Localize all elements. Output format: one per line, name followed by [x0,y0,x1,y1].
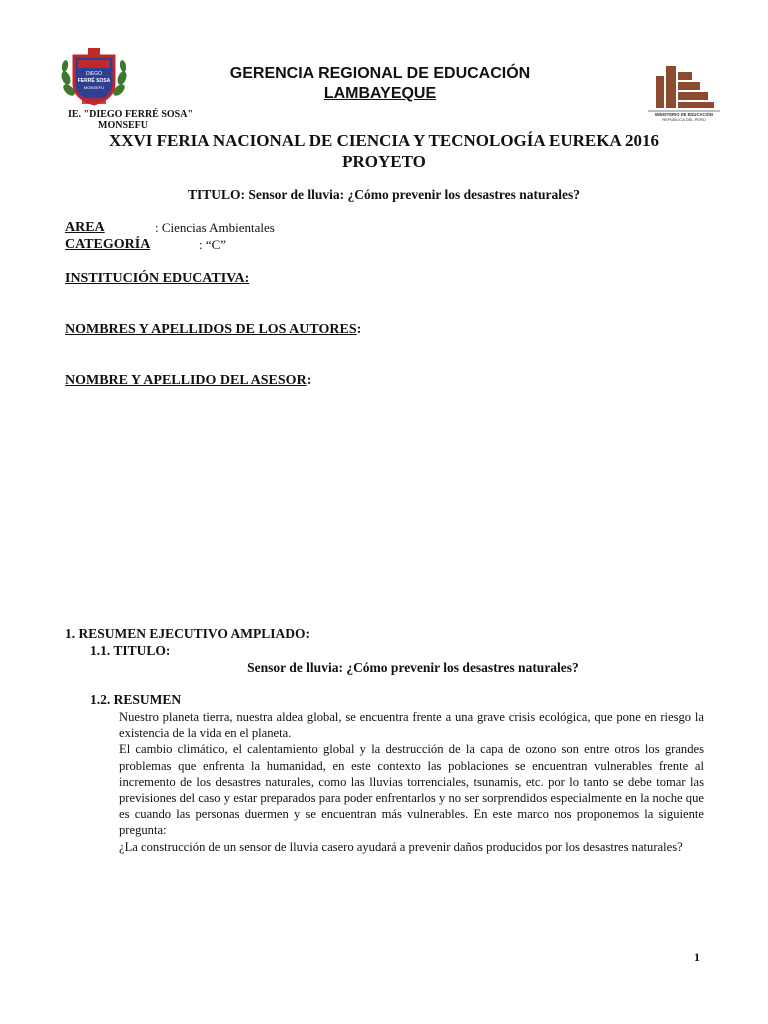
crest-text-1: DIEGO [85,71,103,77]
minedu-logo [646,62,722,124]
categoria-row [65,237,227,253]
project-title-line: TITULO: Sensor de lluvia: ¿Cómo prevenir los desastres naturales? [187,187,581,202]
crest-text-3: MONSEFU [84,85,104,90]
school-name-line1: IE. "DIEGO FERRÉ SOSA" [68,109,194,120]
autores-row [65,322,361,338]
resumen-paragraph-3: ¿La construcción de un sensor de lluvia casero ayudará a prevenir daños producidos por los desastres naturales? [119,839,683,854]
section-1-2-heading: 1.2. RESUMEN [90,692,182,707]
minedu-text-2: REPÚBLICA DEL PERÚ [662,117,706,122]
categoria-label: CATEGORÍA [65,237,151,252]
minedu-text-1: MINISTERIO DE EDUCACIÓN [655,112,713,117]
autores-label: NOMBRES Y APELLIDOS DE LOS AUTORES [65,322,357,337]
resumen-paragraph-2: El cambio climático, el calentamiento global y la destrucción de la capa de ozono son entre otros los grandes problemas que enfrenta la humanidad, en este contexto las poblaciones se encuentran vulnerables frente al incremento de los desastres naturales, como las lluvias torrenciales, tsunamis, etc. por lo tanto se debe tomar las previsiones del caso y estar preparados para poder enfrentarlos y no ser sorprendidos especialmente en la noche que es cuando las personas duermen y se encuentran más vulnerables. En este marco nos proponemos la siguiente pregunta: [119,742,704,838]
school-name-line2: MONSEFU [98,120,148,131]
categoria-value: : “C” [199,237,227,252]
resumen-body [119,709,704,855]
feria-title: XXVI FERIA NACIONAL DE CIENCIA Y TECNOLOGÍA EUREKA 2016 [108,131,660,150]
section-1-1-title: Sensor de lluvia: ¿Cómo prevenir los desastres naturales? [247,660,579,675]
gerencia-line2: LAMBAYEQUE [323,85,437,102]
autores-colon: : [356,322,362,337]
crest-text-2: FERRÉ SOSA [77,78,111,84]
school-crest-logo [60,48,128,106]
area-label: AREA [65,220,105,235]
asesor-label: NOMBRE Y APELLIDO DEL ASESOR [65,373,307,388]
area-value: : Ciencias Ambientales [155,220,275,235]
section-1-1-heading: 1.1. TITULO: [90,643,171,658]
gerencia-heading [180,64,580,104]
area-row [65,220,275,236]
page-number: 1 [694,950,700,964]
asesor-row [65,373,311,389]
asesor-colon: : [306,373,312,388]
institucion-label: INSTITUCIÓN EDUCATIVA: [65,271,250,286]
school-name [68,109,193,131]
resumen-paragraph-1: Nuestro planeta tierra, nuestra aldea global, se encuentra frente a una grave crisis ecológica, que pone en riesgo la existencia de la vida en el planeta. [119,710,704,741]
proyecto-title: PROYETO [342,152,426,171]
gerencia-line1: GERENCIA REGIONAL DE EDUCACIÓN [229,65,531,82]
section-1-heading: 1. RESUMEN EJECUTIVO AMPLIADO: [65,626,310,641]
